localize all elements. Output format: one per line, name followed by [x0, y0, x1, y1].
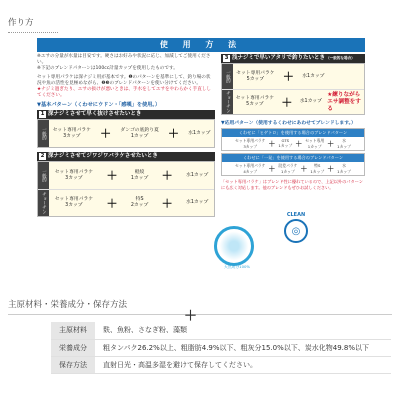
case3-row2-ing1: セット専用パラケ 5カップ [235, 96, 275, 107]
case3-row1 [222, 64, 364, 89]
base-pattern-heading: ▼基本パターン（くわせにウドン・「感嘆」を使用。） [37, 102, 161, 109]
clean-label: CLEAN [286, 212, 306, 218]
plus-icon: ＋ [327, 164, 335, 173]
clean-logo [280, 212, 312, 254]
case2-row1-ing2: 軽絞 1カップ [130, 169, 149, 181]
plus-icon: ＋ [100, 127, 112, 141]
left-column [37, 54, 215, 217]
note-1: ※エサの分量が水量は目安です。硬さはお好みや状況に応じ、加減してご使用ください。 [37, 54, 211, 66]
usage-panel [37, 38, 365, 278]
case2-header [37, 152, 215, 161]
case3-row2-label: チョーチン [222, 90, 233, 114]
apply1-item4: 水 1カップ [337, 137, 351, 149]
apply2-title: くわせに「一発」を使用する場合のブレンドパターン [222, 154, 364, 162]
table-row [51, 322, 391, 339]
case3-title-small: （一般的な場合） [326, 56, 355, 60]
case1-header [37, 110, 215, 119]
spiral-text: 天然成分100% [223, 264, 251, 269]
table-key: 保存方法 [51, 356, 95, 373]
apply-heading: ▼応用パターン（使用するくわせにあわせてブレンドします。） [221, 121, 356, 126]
table-key: 栄養成分 [51, 339, 95, 356]
divider-plus-icon: ＋ [184, 309, 198, 324]
case1-ing2: ダンゴの底釣り夏 1カップ [120, 127, 159, 139]
plus-icon: ＋ [167, 127, 179, 141]
plus-icon: ＋ [161, 196, 173, 210]
case3-num: 3 [224, 55, 229, 61]
plus-icon: ＋ [161, 169, 173, 183]
case2-row2-label: チョーチン [38, 190, 49, 216]
plus-icon: ＋ [300, 164, 308, 173]
case3-row1-ing1: セット専用パラケ 5カップ [236, 70, 275, 82]
case2-title: 深ナジミさせてジワジワバラケさせたいとき [48, 153, 158, 160]
case1-row [38, 120, 214, 147]
case1-title: 深ナジミさせて早く抜けさせたいとき [48, 111, 142, 118]
natural-ingredient-spiral-icon [214, 226, 254, 266]
case3-title: 浅ナジミで早いアタリで釣りたいとき [232, 55, 326, 61]
plus-icon: ＋ [327, 139, 335, 148]
usage-banner: 使 用 方 法 [37, 38, 365, 52]
case2-num: 2 [40, 153, 45, 160]
apply1-item3: セット専用 1カップ [305, 137, 325, 149]
plus-icon: ＋ [268, 139, 276, 148]
apply1-title: くわせに「ヒゲトロ」を使用する場合のブレンドパターン [222, 129, 364, 137]
plus-icon: ＋ [281, 95, 293, 109]
table-value: 粗タンパク26.2%以上、粗脂肪4.9%以下、粗灰分15.0%以下、炭水化物49.8%以下 [95, 339, 391, 356]
case2-row1-ing3: 水1カップ [186, 172, 209, 178]
case3-row2 [222, 89, 364, 114]
case1-ing3: 水1カップ [188, 130, 211, 136]
apply2-item4: 水 1カップ [337, 162, 351, 174]
table-row [51, 356, 391, 373]
apply2-box [221, 153, 365, 176]
apply2-row [222, 162, 364, 175]
case1-row-label: 一般的 [38, 120, 49, 147]
right-column [221, 54, 365, 190]
plus-icon: ＋ [106, 196, 118, 210]
case1-ing1: セット専用パラケ 3カップ [52, 127, 91, 139]
ingredients-table [51, 322, 391, 374]
apply2-item3: 特S 1カップ [310, 162, 325, 174]
case2-row1-label: 一般的 [38, 162, 49, 189]
case2-row1-ing1: セット専用パラケ 3カップ [54, 169, 94, 181]
note-2: ※下記のブレンドパターンは100cc計量カップを使用したものです。 [37, 66, 178, 72]
plus-icon: ＋ [106, 169, 118, 183]
apply2-item2: 段差パラケ 1カップ [278, 162, 298, 174]
case3-row1-ing2: 水1カップ [302, 73, 325, 79]
apply1-row [222, 137, 364, 150]
case3-row1-label: 一般的 [222, 64, 233, 89]
blend-note: 「セット専用パラケ」はブレンド性に優れているので、上記以外のパターンにも広く対応します。他のブレンドもぜひお試しください。 [221, 179, 363, 190]
case2-row2-ing2: 特S 2カップ [130, 197, 149, 209]
clean-globe-icon: ◎ [284, 219, 308, 243]
table-value: 直射日光・高温多湿を避けて保存してください。 [95, 356, 391, 373]
base-note: セット専用パラケは深ナジミ用が基本です。❶のパターンを基準にして、釣り場の状況や魚の活性を見極めながら、❷❸のブレンドパターンを使い分けてください。 [37, 74, 211, 86]
case1-box [37, 119, 215, 148]
case3-header [221, 54, 365, 63]
case2-row2-ing1: セット専用パラケ 3カップ [54, 197, 94, 209]
case2-row1 [38, 162, 214, 189]
apply2-item1: セット専用パラケ 4カップ [235, 162, 266, 174]
table-value: 麩、魚粉、さなぎ粉、藻類 [95, 322, 391, 339]
section-heading-ingredients: 主原材料・栄養成分・保存方法 [8, 300, 128, 310]
table-key: 主原材料 [51, 322, 95, 339]
red-note: ★ナジミ過ぎたり、エサの抜けが悪いときは、手水をしてエサをやわらかく手直ししてください。 [37, 87, 211, 99]
plus-icon: ＋ [295, 139, 303, 148]
apply1-box [221, 128, 365, 151]
case1-num: 1 [40, 111, 45, 118]
apply1-item1: セット専用パラケ 3カップ [235, 137, 266, 149]
table-row [51, 339, 391, 356]
plus-icon: ＋ [282, 70, 294, 83]
plus-icon: ＋ [268, 164, 276, 173]
horizontal-divider [8, 314, 392, 315]
section-heading-howto: 作り方 [8, 18, 34, 28]
case2-row2-ing3: 水1カップ [186, 200, 209, 206]
case3-tip: ★練りながらエサ調整をする [327, 91, 361, 112]
apply1-item2: GTS 1カップ [278, 138, 293, 148]
case3-box [221, 63, 365, 115]
case2-box [37, 161, 215, 217]
case3-row2-ing2: 水1カップ [299, 99, 322, 104]
case2-row2 [38, 189, 214, 216]
dotted-divider [8, 32, 58, 33]
